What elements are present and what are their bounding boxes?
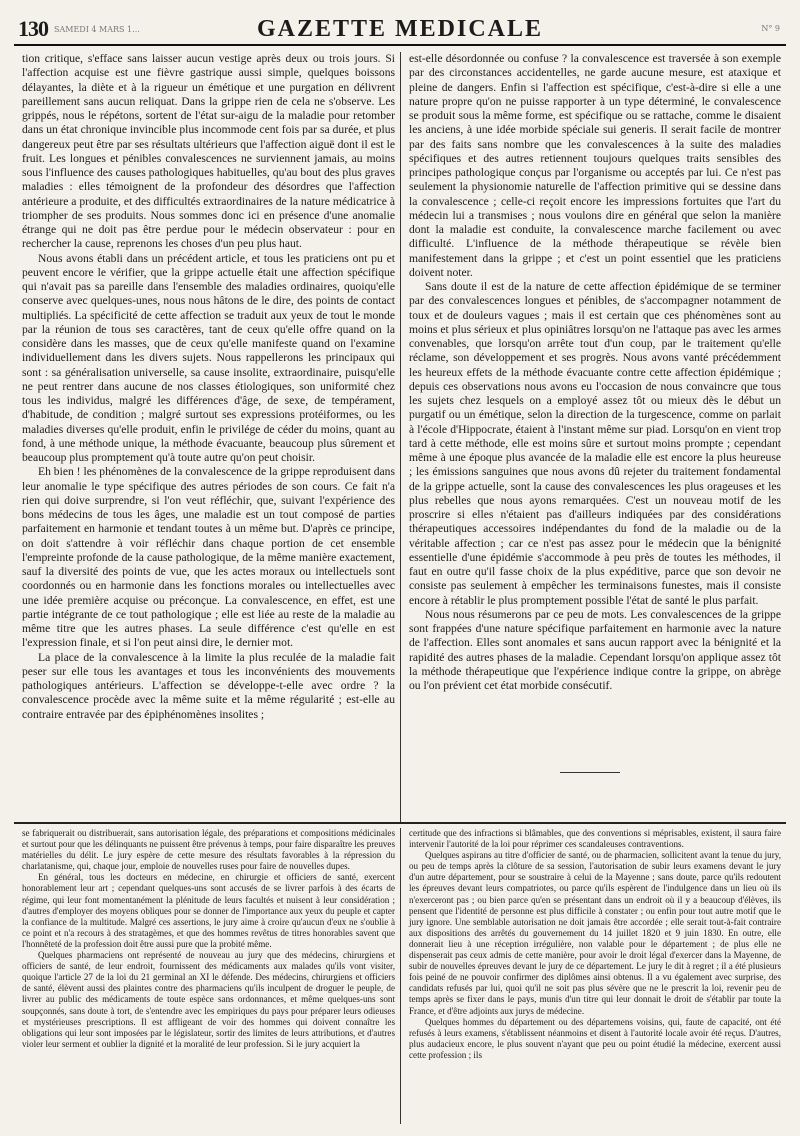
report-paragraph: se fabriquerait ou distribuerait, sans autorisation légale, des préparations et compositions médicinales et surtout pour que les délinquants ne puissent être prévenus à temps, pour faire disparaître les preuves matérielles du délit. Le jury espère de cette mesure des résultats favorables à la répression du charlatanisme, qui, chaque jour, emploie de nouvelles ruses pour faire de nouvelles dupes. (22, 828, 395, 872)
column-divider (400, 52, 401, 822)
article-paragraph: tion critique, s'efface sans laisser aucun vestige après deux ou trois jours. Si l'affection acquise est une fièvre gastrique aussi simple, quelques boissons délayantes, la diète et à la rigueur un émétique et une purgation en délivrent pareillement sans aucun reliquat. Dans la grippe rien de cela ne s'observe. Les grippés, nous le répétons, sortent de l'état sur-aigu de la maladie pour retomber dans un état chronique invincible plus incommode cent fois par sa durée, et plus dangereux peut être par ses résultats ultérieurs que l'affection aiguë dont il est le fruit. Les longues et pénibles convalescences ne surviennent jamais, au moins sous l'influence des causes pathologiques habituelles, qu'au bout des plus graves maladies : elles témoignent de la profondeur des désordres que l'affection antérieure a produite, et des difficultés extraordinaires de la nature médicatrice à triompher de ses produits. Nous sommes donc ici en présence d'une anomalie étrange qui ne doit pas être perdue pour le médecin observateur : pour en rechercher la cause, reprenons les choses d'un peu plus haut. (22, 52, 395, 251)
article-paragraph: est-elle désordonnée ou confuse ? la convalescence est traversée à son exemple par des circonstances accidentelles, ne garde aucune mesure, est ataxique et pleine de dangers. Enfin si l'affection est spécifique, c'est-à-dire si elle a une nature propre qu'on ne puisse rapporter à un type déterminé, le convalescence se produit sous la même forme, est spécifique ou se rattache, comme le disaient les anciens, à une idée morbide spéciale sui generis. Il serait facile de montrer par des faits sans nombre que les convalescences à la suite des maladies spécifiques et des autres retiennent toujours quelques traits sensibles des principes pathologique conçus par l'organisme ou acceptés par lui. Ce n'est pas seulement la physionomie naturelle de l'affection primitive qui se dessine dans la convalescence ; celle-ci reçoit encore les impressions fortuites que l'art du médecin lui a transmises ; nous voulons dire en général que selon la manière dont la maladie est conduite, la convalescence marche facilement ou avec difficulté. L'influence de la méthode thérapeutique se révèle bien manifestement dans la grippe ; et c'est un point essentiel que les praticiens doivent noter. (409, 52, 781, 279)
column-divider-lower (400, 828, 401, 1124)
article-paragraph: Nous avons établi dans un précédent article, et tous les praticiens ont pu et peuvent encore le vérifier, que la grippe actuelle était une affection spécifique qui n'avait pas sa pareille dans l'ensemble des maladies ordinaires, quoiqu'elle conserve avec quelques-unes, nous nous hâtons de le dire, des points de contact multipliés. La spécificité de cette affection se traduit aux yeux de tout le monde par la réunion de tous ses caractères, tant de ceux qu'elle offre quand on la considère dans les masses, que de ceux qu'elle manifeste quand on l'examine individuellement dans les divers sujets. Nous rappellerons les principaux qui sont : sa généralisation universelle, sa cause insolite, extraordinaire, puisqu'elle ne peut rentrer dans aucune de nos classes étiologiques, son uniformité chez tous les individus, malgré les différences d'âge, de sexe, de tempérament, d'habitude, de condition ; malgré surtout ses expressions protéiformes, ou les maladies diverses qu'elle produit, enfin le privilége de céder du moins, quant au fond, à une méthode unique, la méthode évacuante, beaucoup plus sûrement et beaucoup plus promptement qu'à toute autre qu'on peut choisir. (22, 251, 395, 464)
masthead (14, 14, 786, 46)
article-column-right (409, 52, 781, 693)
article-paragraph: La place de la convalescence à la limite la plus reculée de la maladie fait peser sur elle tous les avantages et tous les inconvénients des mouvements pathologiques antérieurs. L'affection se développe-t-elle avec ordre ? la convalescence procède avec la même suite et la même régularité ; est-elle au contraire entravée par des épiphénomènes insolites ; (22, 650, 395, 721)
report-paragraph: Quelques aspirans au titre d'officier de santé, ou de pharmacien, sollicitent avant la tenue du jury, ou peu de temps après la clôture de sa session, l'autorisation de subir leurs examens devant le jury d'un autre département, pour se soustraire à celui de la Mayenne ; sans doute, parce qu'ils redoutent les épreuves devant leurs compatriotes, ou parce qu'ils espèrent de l'indulgence dans un lieu où ils n'exerceront pas ; ou bien parce qu'en se présentant dans un endroit où il y a beaucoup d'élèves, ils pensent que l'identité de personne est plus difficile à constater ; ou enfin pour tout autre motif que le jury ignore. Une semblable autorisation ne doit jamais être accordée ; elle serait tout-à-fait contraire aux dispositions des arrêtés du gouvernement du 14 juillet 1820 et 9 juin 1830. En outre, elle donnerait lieu à une réception irrégulière, non valable pour le département ; de plus elle ne dispenserait pas ceux admis de cette manière, pour avoir le droit légal d'exercer dans la Mayenne, de subir de nouvelles épreuves devant le jury de ce département. Le jury le dit à regret ; il a été plusieurs fois peiné de ne pouvoir confirmer des diplômes ainsi obtenus. Il a vu également avec surprise, des candidats refusés par lui, quoi qu'il ne soit pas plus sévère que ne le prescrit la loi, revenir peu de temps après se fixer dans le pays, munis d'un titre qui leur donnait le droit de s'établir par toute la France, et d'être adjoints aux jurys de médecine. (409, 850, 781, 1016)
article-paragraph: Eh bien ! les phénomènes de la convalescence de la grippe reproduisent dans leur anomalie le type spécifique des autres périodes de son cours. Ce fait n'a rien qui doive surprendre, si l'on veut réfléchir, que, suivant l'expérience des bons médecins de tous les âges, une maladie est un tout composé de parties parfaitement en harmonie et tendant toutes à un même but. D'après ce principe, on doit s'attendre à voir réfléchir dans chaque portion de cet ensemble l'empreinte profonde de la cause pathologique, de la même manière exactement, sauf la diversité des points de vue, que les actes moraux ou intellectuels sont coordonnés ou en harmonie dans les fonctions morales ou intellectuelles avec une idée première acquise ou préconçue. La convalescence, en effet, est une partie intégrante de ce tout pathologique ; elle est liée au reste de la maladie au même titre que les autres phases. La seule différence c'est qu'elle en est l'expression finale, et si l'on peut ainsi dire, le dernier mot. (22, 465, 395, 650)
article-paragraph: Nous nous résumerons par ce peu de mots. Les convalescences de la grippe sont frappées d'une nature spécifique parfaitement en harmonie avec la nature de l'affection. Elles sont anomales et sans aucun rapport avec la bénignité et la rapidité des autres phases de la maladie. Cependant lorsqu'on applique assez tôt la méthode thérapeutique que l'expérience indique contre la grippe, on abrège ou l'on prévient cet état morbide consécutif. (409, 607, 781, 692)
article-paragraph: Sans doute il est de la nature de cette affection épidémique de se terminer par des convalescences longues et pénibles, de s'accompagner notamment de toux et de douleurs vagues ; mais il est certain que ces phénomènes sont au moins et plus sérieux et plus opiniâtres lorsqu'on ne l'attaque pas avec les armes convenables, que lorsqu'on arrête tout d'un coup, par le traitement qu'elle réclame, son développement et ses progrès. Nous avons vanté précédemment les heureux effets de la méthode évacuante contre cette affection épidémique ; depuis ces observations nous avons eu l'occasion de nous convaincre que tous les sujets chez lesquels on a employé assez tôt ou mieux dès le début un purgatif ou un émétique, selon la direction de la turgescence, comme on parlait à l'école d'Hippocrate, étaient à l'instant même sur piad. Lorsqu'on en vient trop tard à cette méthode, elle est moins sûre et surtout moins prompte ; cependant même à une époque plus avancée de la maladie elle est encore la plus heureuse ; les émissions sanguines que nous avons dû rejeter du traitement fondamental de la grippe actuelle, sont la cause des convalescences les plus orageuses et les plus rebelles que nous ayons remarquées. C'est un nouveau motif de les proscrire si elles n'étaient pas d'ailleurs indiquées par des considérations thérapeutiques accessoires indépendantes du fond de la maladie ou de la véritable affection ; car ce n'est pas assez pour le médecin que la bénignité essentielle d'une épidémie s'accommode à peu près de toutes les méthodes, il faut en outre qu'il fasse choix de la plus expéditive, parce que son devoir ne consiste pas seulement à empêcher les terminaisons funestes, mais il consiste encore à rétablir le plus promptement possible l'état de santé le plus parfait. (409, 280, 781, 607)
report-column-left (22, 828, 395, 1050)
issue-date: SAMEDI 4 MARS 1... (54, 25, 140, 34)
report-column-right (409, 828, 781, 1061)
report-paragraph: En général, tous les docteurs en médecine, en chirurgie et officiers de santé, exercent honorablement leur art ; cependant quelques-uns sont accusés de se livrer parfois à des écarts de régime, qui leur font momentanément la plénitude de leurs facultés et nuisent à leur considération ; d'autres d'employer des moyens obliques pour se donner de l'importance aux yeux du peuple et capter la confiance de la multitude. Malgré ces assertions, le jury aime à croire qu'aucun d'eux ne s'oublie à ce point et n'a recours à des stratagèmes, et que des hommes revêtus de titres honorables savent que l'honnêteté de la profession doit être aussi pure que la probité même. (22, 872, 395, 949)
article-column-left (22, 52, 395, 722)
article-end-rule (560, 772, 620, 773)
report-paragraph: Quelques hommes du département ou des départemens voisins, qui, faute de capacité, ont été refusés à leurs examens, s'établissent néanmoins et disent à l'autorité locale avoir été reçus. D'autres, plus audacieux encore, le plus souvent n'ayant que peu ou point étudié la médecine, exercent aussi cette profession ; ils (409, 1016, 781, 1060)
report-paragraph: certitude que des infractions si blâmables, que des conventions si méprisables, existent, il saura faire intervenir l'autorité de la loi pour réprimer ces scandaleuses contraventions. (409, 828, 781, 850)
issue-number: N° 9 (761, 24, 780, 33)
report-paragraph: Quelques pharmaciens ont représenté de nouveau au jury que des médecins, chirurgiens et officiers de santé, de leur endroit, fournissent des médicaments aux malades qu'ils vont visiter, quoique l'article 27 de la loi du 21 germinal an XI le défende. Des médecins, chirurgiens et officiers de santé, élèvent aussi des plaintes contre des pharmaciens qu'ils inculpent de droguer le peuple, de livrer au public des médicaments de toute espèce sans ordonnances, et même quelques-uns sont soupçonnés, sans doute à tort, de s'entendre avec les empiriques du pays pour préparer leurs odieuses et mystérieuses prescriptions. Il est affligeant de voir des hommes qui doivent connaître les obligations qui leur sont imposées par le législateur, sortir des limites de leurs attributions, et d'autres violer leur serment et oublier la dignité et la moralité de leur profession. Si le jury acquiert la (22, 950, 395, 1049)
page-number: 130 (18, 16, 48, 41)
newspaper-title: GAZETTE MEDICALE (256, 16, 544, 42)
section-divider (14, 822, 786, 824)
